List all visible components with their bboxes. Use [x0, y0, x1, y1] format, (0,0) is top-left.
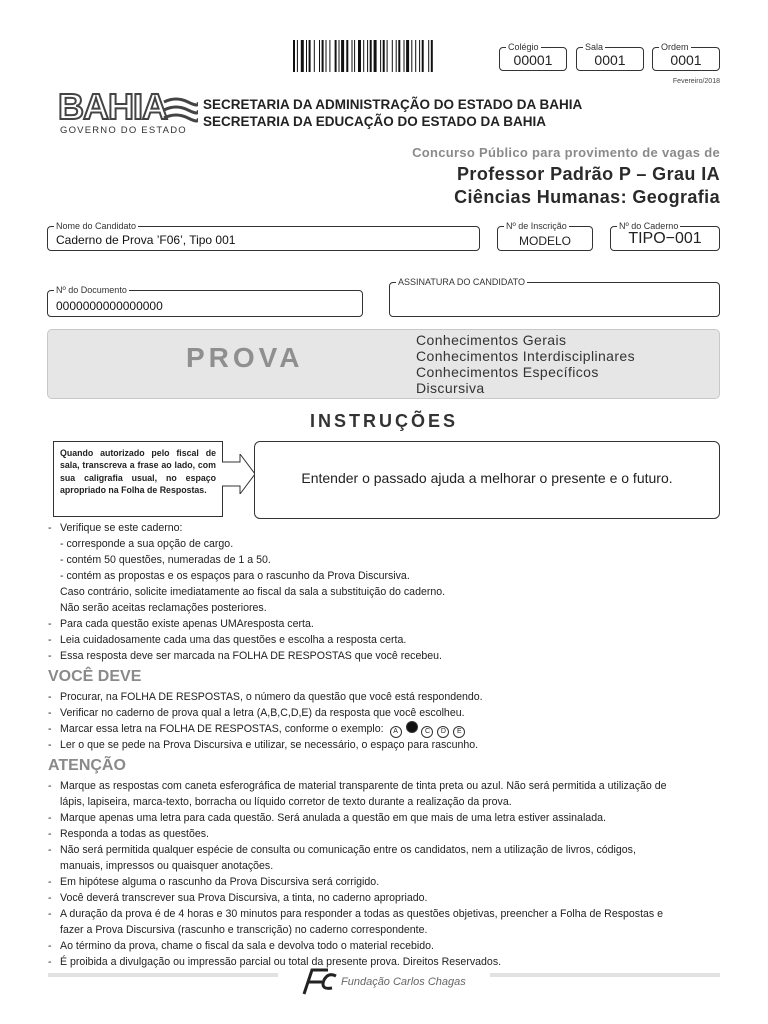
callout-text: Quando autorizado pelo fiscal de sala, transcreva a frase ao lado, com sua caligrafia usual, no espaço apropriado na Folha de Respostas. [60, 448, 216, 495]
nome-candidato-field[interactable] [47, 221, 480, 251]
voce-deve-title: VOCÊ DEVE [48, 668, 142, 685]
barcode-bar [352, 40, 353, 72]
barcode-bar [406, 40, 409, 72]
documento-value: 0000000000000000 [56, 299, 163, 313]
sala-value: 0001 [594, 52, 626, 68]
prova-part: Discursiva [416, 380, 485, 396]
barcode-bar [322, 40, 324, 72]
header-line-2: SECRETARIA DA EDUCAÇÃO DO ESTADO DA BAHIA [203, 114, 547, 129]
barcode-bar [297, 40, 298, 72]
phrase-box [254, 441, 720, 519]
concurso-text: Concurso Público para provimento de vagas de [412, 145, 720, 160]
barcode-bar [374, 40, 377, 72]
sala-box [576, 42, 644, 71]
barcode-bar [306, 40, 307, 72]
barcode-bar [380, 40, 381, 72]
documento-field[interactable] [47, 285, 363, 317]
caderno-value: TIPO−001 [628, 230, 702, 247]
barcode-bar [367, 40, 368, 72]
prova-part: Conhecimentos Específicos [416, 364, 599, 380]
footer-org: Fundação Carlos Chagas [341, 976, 466, 988]
ordem-label: Ordem [661, 42, 689, 52]
bubble-e: E [453, 726, 465, 738]
barcode-bar [301, 40, 304, 72]
barcode-bar [326, 40, 327, 72]
barcode-bar [428, 40, 429, 72]
barcode-bar [404, 40, 405, 72]
barcode-bar [387, 40, 388, 72]
assinatura-label: ASSINATURA DO CANDIDATO [398, 277, 526, 287]
callout-box [53, 441, 223, 517]
sala-label: Sala [585, 42, 604, 52]
barcode-bar [396, 40, 397, 72]
barcode-bar [415, 40, 416, 72]
bubble-c: C [421, 726, 433, 738]
inscricao-value: MODELO [518, 234, 571, 248]
barcode [293, 40, 481, 72]
nome-candidato-label: Nome do Candidato [56, 221, 137, 231]
colegio-box [499, 42, 567, 71]
callout-arrow-icon [222, 454, 256, 494]
prova-panel [47, 329, 720, 399]
documento-label: Nº do Documento [56, 285, 127, 295]
date-text: Fevereiro/2018 [672, 78, 720, 85]
colegio-value: 00001 [513, 52, 553, 68]
colegio-label: Colégio [508, 42, 539, 52]
bahia-logo-text: BAHIA [58, 86, 167, 127]
answer-example [390, 723, 467, 735]
header-line-1: SECRETARIA DA ADMINISTRAÇÃO DO ESTADO DA BAHIA [203, 97, 583, 112]
bahia-logo-subtitle: GOVERNO DO ESTADO [60, 125, 187, 136]
barcode-bar [422, 40, 424, 72]
barcode-bar [370, 40, 372, 72]
barcode-bar [392, 40, 393, 72]
atencao-title: ATENÇÃO [48, 757, 126, 774]
prova-part: Conhecimentos Interdisciplinares [416, 348, 636, 364]
fcc-logo-icon [298, 966, 338, 996]
barcode-bar [419, 40, 420, 72]
caderno-label: Nº do Caderno [619, 221, 679, 231]
cargo-title: Professor Padrão P – Grau IA [457, 164, 720, 184]
bahia-logo [58, 86, 198, 140]
barcode-bar [314, 40, 315, 72]
bubble-b-filled [406, 721, 418, 733]
ordem-box [652, 42, 720, 71]
bahia-logo-wave-icon [162, 96, 198, 124]
barcode-bar [431, 40, 433, 72]
barcode-bar [354, 40, 355, 72]
barcode-bar [363, 40, 364, 72]
caderno-field [610, 221, 720, 251]
barcode-bar [293, 40, 295, 72]
prova-part: Conhecimentos Gerais [416, 332, 567, 348]
barcode-bar [341, 40, 344, 72]
footer-rule-right [490, 973, 720, 977]
instrucoes-title: INSTRUÇÕES [309, 411, 458, 431]
footer-rule-left [48, 973, 278, 977]
barcode-bar [309, 40, 311, 72]
barcode-bar [358, 40, 361, 72]
barcode-graphic [293, 40, 481, 72]
barcode-bar [329, 40, 330, 72]
barcode-bar [346, 40, 348, 72]
barcode-bar [398, 40, 400, 72]
inscricao-field[interactable] [497, 221, 593, 251]
phrase-text: Entender o passado ajuda a melhorar o presente e o futuro. [301, 470, 673, 486]
barcode-bar [411, 40, 412, 72]
ordem-value: 0001 [670, 52, 702, 68]
inscricao-label: Nº de Inscrição [506, 221, 567, 231]
barcode-bar [319, 40, 320, 72]
assinatura-field[interactable] [389, 277, 720, 317]
bubble-a: A [390, 726, 402, 738]
barcode-bar [383, 40, 385, 72]
barcode-bar [335, 40, 337, 72]
bubble-d: D [437, 726, 449, 738]
area-title: Ciências Humanas: Geografia [454, 187, 720, 207]
barcode-bar [339, 40, 340, 72]
prova-parts [416, 332, 635, 396]
nome-candidato-value: Caderno de Prova ’F06’, Tipo 001 [56, 233, 236, 247]
prova-title: PROVA [186, 342, 304, 373]
